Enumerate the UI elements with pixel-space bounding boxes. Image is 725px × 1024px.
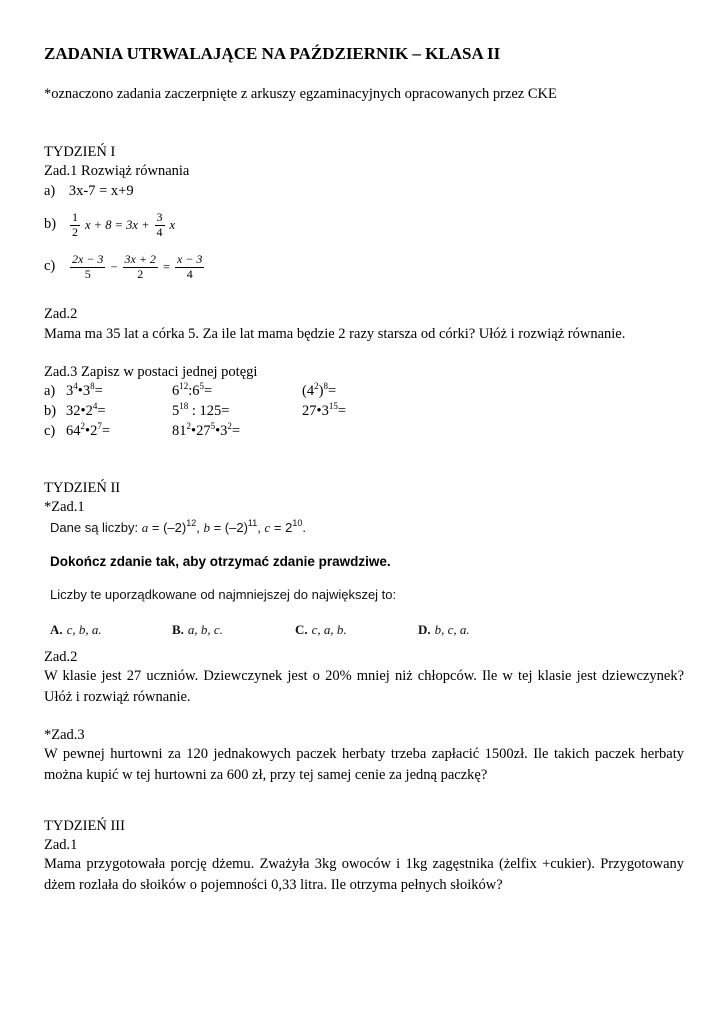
fraction: $\frac{x - 3}{4}$	[177, 252, 203, 281]
w2-zad3-label: *Zad.3	[44, 727, 85, 743]
option-b[interactable]: B. a, b, c.	[172, 622, 223, 637]
w1-zad1-c	[44, 247, 206, 287]
w2-zad2-text: W klasie jest 27 uczniów. Dziewczynek jest o 20% mniej niż chłopców. Ile w tej klasie jest dziewczynek? Ułóż i rozwiąż równanie.	[44, 668, 684, 706]
w3-zad1-label: Zad.1	[44, 837, 78, 853]
w3-zad1-text: Mama przygotowała porcję dżemu. Zważyła 3kg owoców i 1kg zagęstnika (żelfix +cukier). Przygotowany dżem rozlała do słoików o pojemności 0,33 litra. Ile otrzyma pełnych słoików?	[44, 856, 684, 894]
power-expr: $64^2•2^7=$	[66, 421, 111, 439]
week3-heading: TYDZIEŃ III	[44, 818, 125, 834]
w2-zad1-instruction: Dokończ zdanie tak, aby otrzymać zdanie prawdziwe.	[50, 554, 391, 569]
w1-zad1-label: Zad.1 Rozwiąż równania	[44, 163, 190, 179]
power-expr: $(4^2)^8=$	[302, 381, 337, 399]
item-letter: b)	[44, 216, 57, 233]
power-expr: $3^4•3^8=$	[66, 381, 103, 399]
w1-zad3-row-a: a) $3^4•3^8=$ $6^{12}:6^5=$ $(4^2)^8=$	[44, 381, 337, 399]
option-d[interactable]: D. b, c, a.	[418, 622, 470, 637]
fraction: $\frac{1}{2}$	[72, 210, 78, 239]
fraction: $\frac{2x - 3}{5}$	[72, 252, 104, 281]
w2-zad1-prompt: Liczby te uporządkowane od najmniejszej do największej to:	[50, 587, 397, 602]
w2-zad2-label: Zad.2	[44, 649, 78, 665]
equation-c: $\frac{2x - 3}{5}$ − $\frac{3x + 2}{2}$ = $\frac{x - 3}{4}$	[72, 252, 203, 281]
option-a[interactable]: A. c, b, a.	[50, 622, 102, 637]
power-expr: $6^{12}:6^5=$	[172, 381, 213, 399]
option-c[interactable]: C. c, a, b.	[295, 622, 347, 637]
w1-zad2-label: Zad.2	[44, 306, 78, 322]
w2-zad3-text: W pewnej hurtowni za 120 jednakowych paczek herbaty trzeba zapłacić 1500zł. Ile takich paczek herbaty można kupić w tej hurtowni za 600 zł, przy tej samej cenie za jedną paczkę?	[44, 746, 684, 784]
item-letter: c)	[44, 258, 56, 275]
w1-zad1-a	[44, 183, 134, 200]
equation-b: $\frac{1}{2}$ x + 8 = 3x + $\frac{3}{4}$ x	[72, 210, 176, 239]
w2-zad1-given: Dane są liczby: $a = (-2)^{12}$, $b = (-2)^{11}$, $c = 2^{10}$.	[50, 518, 306, 535]
w1-zad3-row-c: c) $64^2•2^7=$ $81^2•27^5•3^2=$	[44, 421, 241, 439]
fraction: $\frac{3x + 2}{2}$	[124, 252, 156, 281]
w2-zad1-label: *Zad.1	[44, 499, 85, 515]
w1-zad3-row-b: b) $32•2^4=$ $5^{18}$ : 125= $27•3^{15}=$	[44, 401, 347, 419]
power-expr: $32•2^4=$	[66, 401, 106, 419]
w1-zad1-b	[44, 205, 175, 245]
power-expr: $81^2•27^5•3^2=$	[172, 421, 241, 439]
page-title: ZADANIA UTRWALAJĄCE NA PAŹDZIERNIK – KLASA II	[44, 44, 501, 63]
w1-zad2-text: Mama ma 35 lat a córka 5. Za ile lat mama będzie 2 razy starsza od córki? Ułóż i rozwiąż równanie.	[44, 326, 626, 342]
week1-heading: TYDZIEŃ I	[44, 144, 116, 160]
source-note: *oznaczono zadania zaczerpnięte z arkuszy egzaminacyjnych opracowanych przez CKE	[44, 86, 557, 102]
power-expr: $5^{18}$ : 125=	[172, 401, 230, 419]
equation-a: 3x-7 = x+9	[68, 183, 134, 199]
item-letter: a)	[44, 183, 56, 199]
week2-heading: TYDZIEŃ II	[44, 480, 121, 496]
fraction: $\frac{3}{4}$	[156, 210, 163, 239]
w1-zad3-label: Zad.3 Zapisz w postaci jednej potęgi	[44, 364, 258, 380]
power-expr: $27•3^{15}=$	[302, 401, 347, 419]
